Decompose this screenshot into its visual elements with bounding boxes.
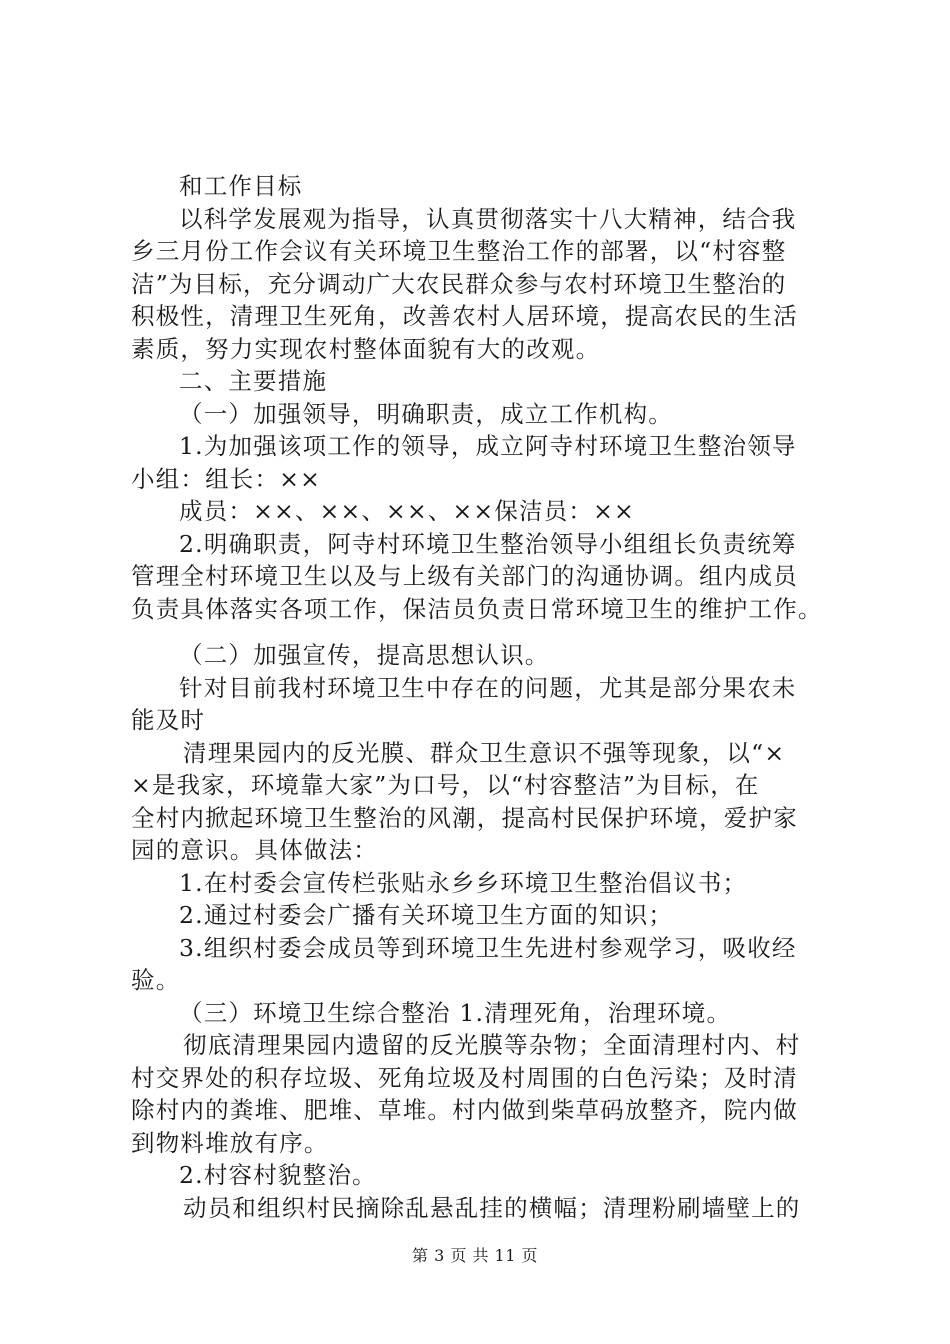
text-line: （三）环境卫生综合整治 1.清理死角，治理环境。: [179, 998, 732, 1027]
text-line: 积极性，清理卫生死角，改善农村人居环境，提高农民的生活: [131, 302, 798, 330]
text-line: 负责具体落实各项工作，保洁员负责日常环境卫生的维护工作。: [131, 594, 823, 623]
text-line: 除村内的粪堆、肥堆、草堆。村内做到柴草码放整齐，院内做: [131, 1096, 798, 1124]
text-line: （二）加强宣传，提高思想认识。: [179, 641, 550, 669]
text-line: 素质，努力实现农村整体面貌有大的改观。: [131, 334, 601, 363]
text-line: 动员和组织村民摘除乱悬乱挂的横幅；清理粉刷墙壁上的: [183, 1193, 801, 1222]
text-line: 彻底清理果园内遗留的反光膜等杂物；全面清理村内、村: [183, 1031, 801, 1059]
text-line: （一）加强领导，明确职责，成立工作机构。: [179, 399, 673, 428]
text-line: 乡三月份工作会议有关环境卫生整治工作的部署，以“村容整: [131, 237, 787, 265]
text-line: 清理果园内的反光膜、群众卫生意识不强等现象，以“×: [183, 738, 786, 767]
text-line: 管理全村环境卫生以及与上级有关部门的沟通协调。组内成员: [131, 562, 798, 590]
text-line: 2.明确职责，阿寺村环境卫生整治领导小组组长负责统筹: [179, 529, 797, 558]
document-body: [131, 170, 851, 1224]
text-line: 能及时: [131, 706, 206, 734]
text-line: 村交界处的积存垃圾、死角垃圾及村周围的白色污染；及时清: [131, 1063, 798, 1092]
text-line: 2.通过村委会广播有关环境卫生方面的知识；: [179, 901, 674, 929]
text-line: 以科学发展观为指导，认真贯彻落实十八大精神，结合我: [179, 204, 797, 233]
text-line: ×是我家，环境靠大家”为口号，以“村容整洁”为目标，在: [131, 771, 760, 799]
text-line: 到物料堆放有序。: [131, 1128, 329, 1157]
text-line: 和工作目标: [179, 172, 303, 200]
text-line: 针对目前我村环境卫生中存在的问题，尤其是部分果农未: [179, 673, 797, 702]
text-line: 1.为加强该项工作的领导，成立阿寺村环境卫生整治领导: [179, 432, 797, 460]
text-line: 园的意识。具体做法：: [131, 836, 378, 864]
page-footer: 第 3 页 共 11 页: [412, 1246, 538, 1265]
text-line: 全村内掀起环境卫生整治的风潮，提高村民保护环境，爱护家: [131, 803, 798, 832]
text-line: 二、主要措施: [179, 367, 328, 395]
text-line: 小组：组长：××: [131, 464, 321, 493]
text-line: 成员：××、××、××、××保洁员：××: [179, 497, 635, 525]
text-line: 验。: [131, 966, 181, 994]
text-line: 2.村容村貌整治。: [179, 1161, 377, 1189]
text-line: 洁”为目标，充分调动广大农民群众参与农村环境卫生整治的: [131, 269, 787, 298]
paragraph-gap: [131, 625, 851, 639]
text-line: 3.组织村委会成员等到环境卫生先进村参观学习，吸收经: [179, 933, 797, 962]
text-line: 1.在村委会宣传栏张贴永乡乡环境卫生整治倡议书；: [179, 868, 748, 897]
